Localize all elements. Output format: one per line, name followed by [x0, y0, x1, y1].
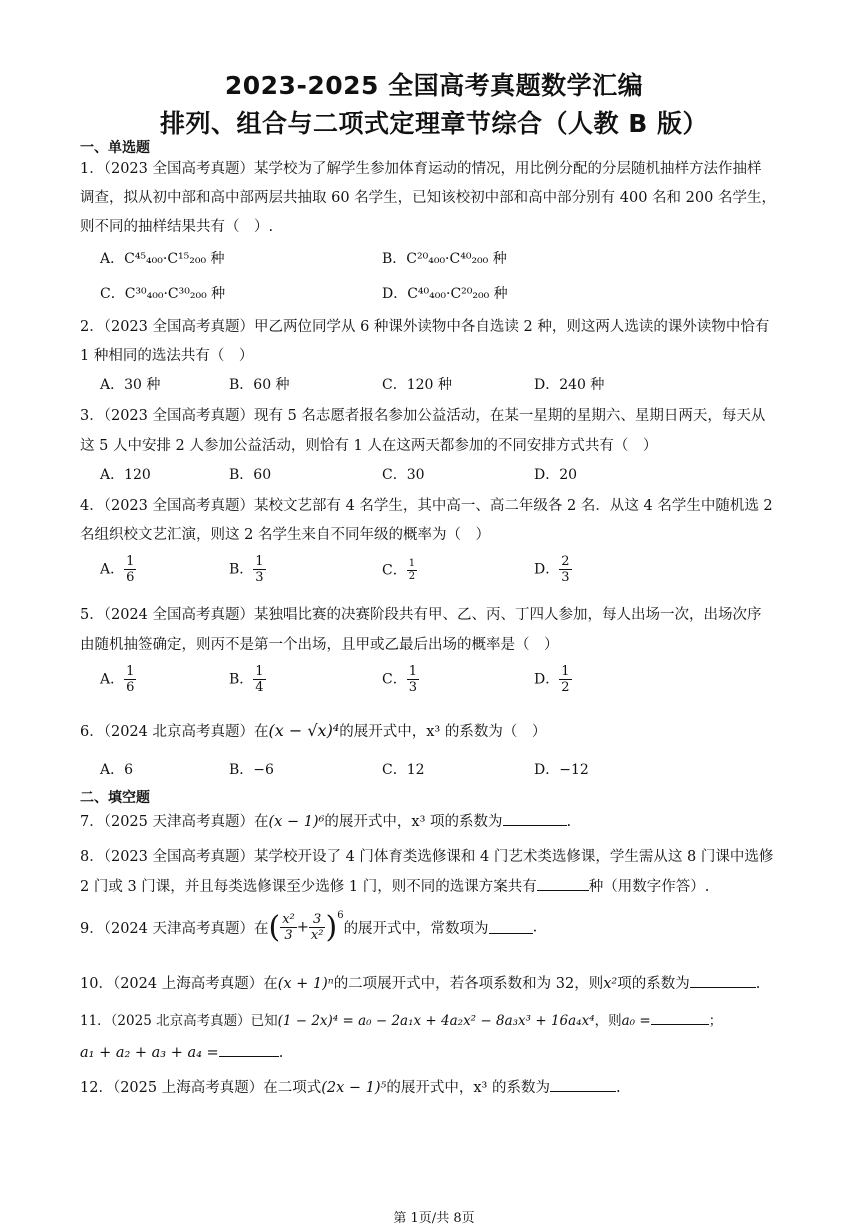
fraction: $\frac{1}{2}$	[561, 664, 570, 695]
fraction: $\frac{1}{2}$	[408, 558, 416, 582]
left-paren: (	[268, 910, 281, 945]
fraction: $\frac{1}{6}$	[126, 554, 135, 585]
title-line-1: 2023-2025 全国高考真题数学汇编	[224, 71, 644, 100]
q10-answer-blank	[690, 975, 756, 988]
q5-line-1: 5．（2024 全国高考真题）某独唱比赛的决赛阶段共有甲、乙、丙、丁四人参加，每人出场一次，出场次序	[80, 607, 762, 623]
q5-option-a: A． $\frac{1}{6}$	[100, 664, 135, 695]
q5-line-2: 由随机抽签确定，则丙不是第一个出场，且甲或乙最后出场的概率是（ ）	[80, 637, 559, 653]
q1-line-1: 1．（2023 全国高考真题）某学校为了解学生参加体育运动的情况，用比例分配的分层随机抽样方法作抽样	[80, 161, 762, 177]
q3-option-b: B．60	[229, 467, 272, 483]
q1-option-c: C．C³⁰₄₀₀·C³⁰₂₀₀ 种	[100, 286, 226, 302]
q8-line-2: 2 门或 3 门课，并且每类选修课至少选修 1 门，则不同的选课方案共有 种（用数字作答）.	[80, 879, 710, 895]
q2-line-2: 1 种相同的选法共有（ ）	[80, 348, 254, 364]
fraction: $\frac{2}{3}$	[561, 554, 570, 585]
q1-line-3: 则不同的抽样结果共有（ ）.	[80, 219, 274, 235]
q11-answer-blank-1	[651, 1012, 709, 1025]
q7-line: 7．（2025 天津高考真题）在(x − 1)⁶的展开式中，x³ 项的系数为 .	[80, 814, 572, 830]
q7-answer-blank	[503, 813, 567, 826]
q2-option-c: C．120 种	[382, 377, 452, 393]
q4-option-c: C． $\frac{1}{2}$	[382, 558, 416, 582]
q3-line-2: 这 5 人中安排 2 人参加公益活动，则恰有 1 人在这两天都参加的不同安排方式共有（ ）	[80, 438, 658, 454]
right-paren: )	[325, 910, 338, 945]
q2-line-1: 2．（2023 全国高考真题）甲乙两位同学从 6 种课外读物中各自选读 2 种，则这两人选读的课外读物中恰有	[80, 319, 770, 335]
q10-line: 10．（2024 上海高考真题）在(x + 1)ⁿ的二项展开式中，若各项系数和为 32，则x²项的系数为 .	[80, 976, 761, 992]
q2-option-d: D．240 种	[534, 377, 605, 393]
q7-expression: (x − 1)⁶	[268, 814, 325, 830]
q3-option-c: C．30	[382, 467, 425, 483]
q11-line-2: a₁ + a₂ + a₃ + a₄ = .	[80, 1045, 284, 1061]
q11-line-1: 11．（2025 北京高考真题）已知(1 − 2x)⁴ = a₀ − 2a₁x + 4a₂x² − 8a₃x³ + 16a₄x⁴，则a₀ = ；	[80, 1013, 723, 1029]
q3-line-1: 3．（2023 全国高考真题）现有 5 名志愿者报名参加公益活动，在某一星期的星期六、星期日两天，每天从	[80, 408, 766, 424]
q8-answer-blank	[537, 878, 589, 891]
q1-option-a: A．C⁴⁵₄₀₀·C¹⁵₂₀₀ 种	[100, 251, 225, 267]
q6-option-a: A．6	[100, 762, 134, 778]
q5-option-c: C． $\frac{1}{3}$	[382, 664, 417, 695]
q1-option-d: D．C⁴⁰₄₀₀·C²⁰₂₀₀ 种	[382, 286, 508, 302]
section-heading-single-choice: 一、单选题	[80, 140, 150, 156]
q4-option-d: D． $\frac{2}{3}$	[534, 554, 570, 585]
q12-answer-blank	[550, 1079, 616, 1092]
q12-line: 12．（2025 上海高考真题）在二项式(2x − 1)⁵的展开式中，x³ 的系数为 .	[80, 1080, 621, 1096]
q6-option-d: D．−12	[534, 762, 589, 778]
q8-line-1: 8．（2023 全国高考真题）某学校开设了 4 门体育类选修课和 4 门艺术类选修课，学生需从这 8 门课中选修	[80, 849, 774, 865]
q9-line: 9．（2024 天津高考真题）在( $\frac{\text{x²}}{3}$ + $\frac{3}{\text{x²}}$ )$^6$的展开式中，常数项为 .	[80, 910, 538, 945]
fraction: $\frac{\text{x²}}{3}$	[282, 912, 295, 943]
q4-line-1: 4．（2023 全国高考真题）某校文艺部有 4 名学生，其中高一、高二年级各 2 名．从这 4 名学生中随机选 2	[80, 498, 773, 514]
q1-option-b: B．C²⁰₄₀₀·C⁴⁰₂₀₀ 种	[382, 251, 507, 267]
fraction: $\frac{1}{4}$	[255, 664, 264, 695]
fraction: $\frac{1}{6}$	[126, 664, 135, 695]
q9-answer-blank	[489, 921, 533, 934]
title-line-2: 排列、组合与二项式定理章节综合（人教 B 版）	[160, 109, 708, 138]
q6-expression: (x − √x)⁴	[268, 721, 340, 740]
q12-expression: (2x − 1)⁵	[321, 1080, 387, 1096]
q6-option-b: B．−6	[229, 762, 274, 778]
section-heading-fill-in: 二、填空题	[80, 790, 150, 806]
q6-option-c: C．12	[382, 762, 425, 778]
fraction: $\frac{1}{3}$	[255, 554, 264, 585]
q3-option-a: A．120	[100, 467, 151, 483]
page-footer: 第 1页/共 8页	[393, 1211, 475, 1226]
q4-line-2: 名组织校文艺汇演，则这 2 名学生来自不同年级的概率为（ ）	[80, 527, 490, 543]
q5-option-b: B． $\frac{1}{4}$	[229, 664, 264, 695]
q2-option-b: B．60 种	[229, 377, 290, 393]
fraction: $\frac{3}{\text{x²}}$	[310, 912, 324, 943]
q1-line-2: 调查，拟从初中部和高中部两层共抽取 60 名学生，已知该校初中部和高中部分别有 400 名和 200 名学生，	[80, 190, 776, 206]
q5-option-d: D． $\frac{1}{2}$	[534, 664, 570, 695]
q3-option-d: D．20	[534, 467, 578, 483]
q4-option-a: A． $\frac{1}{6}$	[100, 554, 135, 585]
q4-option-b: B． $\frac{1}{3}$	[229, 554, 264, 585]
q6-line: 6．（2024 北京高考真题）在(x − √x)⁴的展开式中，x³ 的系数为（ ）	[80, 721, 547, 740]
q10-expression: (x + 1)ⁿ	[277, 976, 334, 992]
q2-option-a: A．30 种	[100, 377, 161, 393]
q11-answer-blank-2	[219, 1044, 279, 1057]
fraction: $\frac{1}{3}$	[408, 664, 417, 695]
q11-expression: (1 − 2x)⁴ = a₀ − 2a₁x + 4a₂x² − 8a₃x³ + 16a₄x⁴	[277, 1013, 595, 1029]
